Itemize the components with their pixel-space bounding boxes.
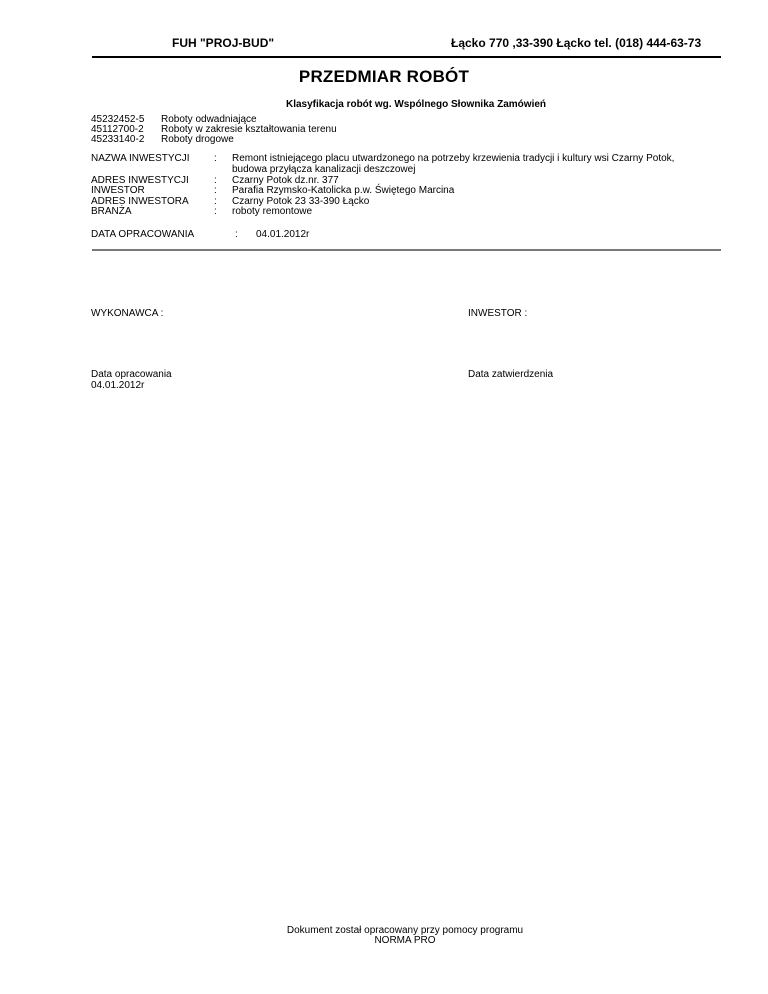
prep-date-value: 04.01.2012r [91,380,145,391]
classification-title: Klasyfikacja robót wg. Wspólnego Słownika Zamówień [285,99,547,110]
investment-address-value: Czarny Potok dz.nr. 377 [232,175,339,186]
colon: : [214,185,217,196]
investment-name-label: NAZWA INWESTYCJI [91,153,190,164]
approval-date-label: Data zatwierdzenia [468,369,554,380]
classification-code: 45232452-5 [91,114,145,125]
investor-address-value: Czarny Potok 23 33-390 Łącko [232,196,370,207]
company-name: FUH "PROJ-BUD" [172,36,275,50]
company-address: Łącko 770 ,33-390 Łącko tel. (018) 444-63-73 [451,36,702,50]
prep-date-label: Data opracowania [91,369,172,380]
investor-address-label: ADRES INWESTORA [91,196,189,207]
footer-line2: NORMA PRO [374,935,436,946]
document-title: PRZEDMIAR ROBÓT [298,67,470,86]
colon: : [214,175,217,186]
classification-name: Roboty w zakresie kształtowania terenu [161,124,337,135]
date-value: 04.01.2012r [256,229,310,240]
footer-line1: Dokument został opracowany przy pomocy programu [286,925,524,936]
investor-label: INWESTOR [91,185,145,196]
header-divider [92,56,721,58]
colon: : [214,196,217,207]
date-label: DATA OPRACOWANIA [91,229,195,240]
classification-name: Roboty drogowe [161,134,234,145]
contractor-label: WYKONAWCA : [91,308,164,319]
investment-name-value-line2: budowa przyłącza kanalizacji deszczowej [232,164,416,175]
branch-value: roboty remontowe [232,206,313,217]
investment-address-label: ADRES INWESTYCJI [91,175,189,186]
info-divider [92,249,721,251]
classification-code: 45112700-2 [91,124,144,135]
colon: : [214,206,217,217]
colon: : [214,153,217,164]
classification-code: 45233140-2 [91,134,145,145]
colon: : [235,229,238,240]
investor-value: Parafia Rzymsko-Katolicka p.w. Świętego Marcina [232,185,455,196]
investment-name-value-line1: Remont istniejącego placu utwardzonego na potrzeby krzewienia tradycji i kultury wsi Czarny Potok, [232,153,675,164]
classification-name: Roboty odwadniające [161,114,257,125]
investor-signature-label: INWESTOR : [468,308,528,319]
branch-label: BRANŻA [91,206,132,217]
